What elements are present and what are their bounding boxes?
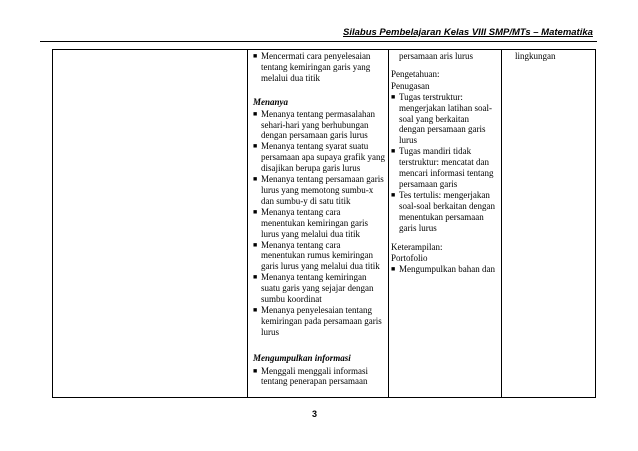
bullet-icon: ■	[253, 240, 258, 249]
list-item: ■ Menanya tentang kemiringan suatu garis yang sejajar dengan sumbu koordinat	[253, 272, 374, 305]
column-divider	[501, 50, 502, 397]
bullet-icon: ■	[253, 207, 258, 216]
list-item: ■ Menanya tentang persamaan garis lurus yang memotong sumbu-x dan sumbu-y di satu titik	[253, 174, 384, 206]
bullet-icon: ■	[253, 305, 258, 314]
list-item: ■ Menanya tentang cara menentukan kemiringan garis lurus yang melalui dua titik	[253, 206, 368, 239]
header-rule	[40, 41, 597, 42]
bullet-icon: ■	[253, 52, 258, 60]
list-item: ■ Mencermati cara penyelesaian tentang kemiringan garis yang melalui dua titik	[253, 51, 371, 83]
section-heading-menanya: Menanya	[253, 96, 289, 107]
bullet-icon: ■	[253, 273, 258, 282]
portfolio-label: Portofolio	[391, 253, 428, 264]
learning-source-cell	[515, 51, 595, 62]
bullet-icon: ■	[253, 175, 258, 184]
list-item: ■ Menanya penyelesaian tentang kemiringan pada persamaan garis lurus	[253, 304, 382, 337]
list-item: ■ Mengumpulkan bahan dan	[391, 264, 495, 275]
section-heading-mengumpulkan: Mengumpulkan informasi	[253, 352, 351, 363]
bullet-icon: ■	[253, 366, 258, 375]
knowledge-label: Pengetahuan:	[391, 68, 440, 79]
list-item: ■ Menanya tentang syarat suatu persamaan apa supaya grafik yang disajikan berupa garis lurus	[253, 141, 385, 174]
list-item: ■ Tes tertulis: mengerjakan soal-soal berkaitan dengan menentukan persamaan garis lurus	[391, 189, 495, 233]
list-item: ■ Tugas terstruktur: mengerjakan latihan soal-soal yang berkaitan dengan persamaan garis lurus	[391, 91, 492, 146]
assessment-continuation: persamaan aris lurus	[399, 51, 473, 61]
syllabus-table	[52, 49, 596, 398]
source-text: lingkungan	[515, 51, 556, 61]
page-number: 3	[312, 409, 318, 419]
column-divider	[247, 50, 248, 397]
bullet-icon: ■	[391, 265, 396, 274]
list-item: ■ Menggali menggali informasi tentang penerapan persamaan	[253, 365, 368, 387]
list-item: ■ Tugas mandiri tidak terstruktur: mencatat dan mencari informasi tentang persamaan garis	[391, 146, 494, 189]
skills-label: Keterampilan:	[391, 241, 443, 252]
bullet-icon: ■	[391, 92, 396, 101]
assessment-cell	[391, 51, 497, 275]
list-item: ■ Menanya tentang permasalahan sehari-hari yang berhubungan dengan persamaan garis lurus	[253, 108, 375, 141]
column-divider	[388, 50, 389, 397]
page-header-title: Silabus Pembelajaran Kelas VIII SMP/MTs – Matematika	[343, 27, 593, 38]
list-item: ■ Menanya tentang cara menentukan rumus kemiringan garis lurus yang melalui dua titik	[253, 239, 380, 272]
learning-activities-cell	[253, 51, 385, 387]
bullet-icon: ■	[253, 142, 258, 151]
bullet-icon: ■	[253, 109, 258, 118]
bullet-icon: ■	[391, 190, 396, 199]
bullet-icon: ■	[391, 147, 396, 156]
assignment-label: Penugasan	[391, 80, 430, 91]
